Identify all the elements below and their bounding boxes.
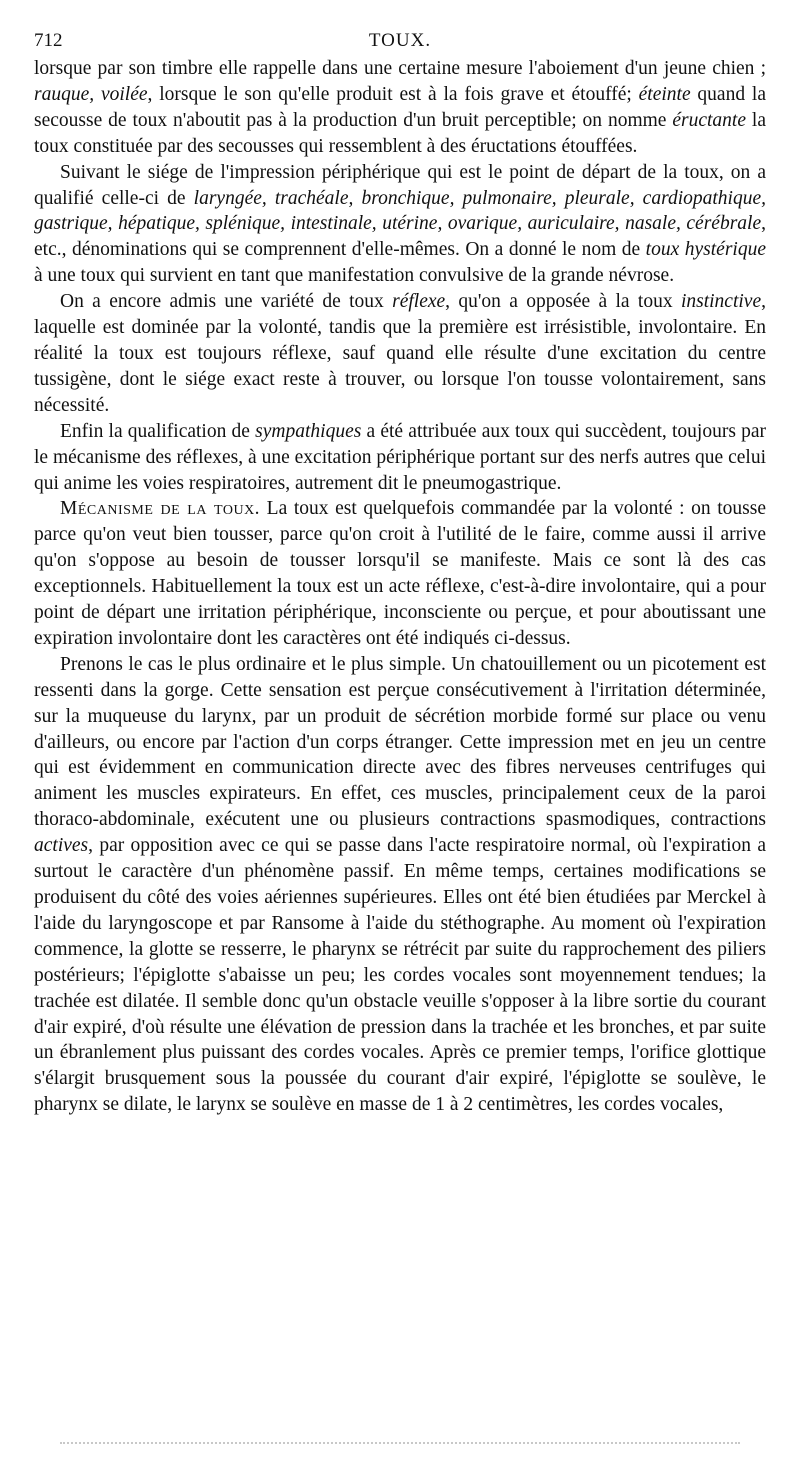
italic-term: réflexe <box>392 291 446 313</box>
italic-term: sympathiques <box>255 420 362 442</box>
paragraph-1: lorsque par son timbre elle rappelle dans une certaine mesure l'aboiement d'un jeune chien ; rauque, voilée, lorsque le son qu'elle produit est à la fois grave et étouffé; éteinte quand la secousse de toux n'aboutit pas à la production d'un bruit perceptible; on nomme éructante la toux constituée par des secousses qui ressemblent à des éructations étouffées. <box>34 58 766 157</box>
page-number: 712 <box>34 30 63 51</box>
paragraph-6: Prenons le cas le plus ordinaire et le plus simple. Un chatouillement ou un picotement est ressenti dans la gorge. Cette sensation est perçue consécutivement à l'irritation déterminée, sur la muqueuse du larynx, par un produit de sécrétion morbide formé sur place ou venu d'ailleurs, ou encore par l'action d'un corps étranger. Cette impression met en jeu un centre qui est évidemment en communication directe avec des fibres nerveuses centrifuges qui animent les muscles expirateurs. En effet, ces muscles, principalement ceux de la paroi thoraco-abdominale, exécutent une ou plusieurs contractions spasmodiques, contractions actives, par opposition avec ce qui se passe dans l'acte respiratoire normal, où l'expiration a surtout le caractère d'un phénomène passif. En même temps, certaines modifications se produisent du côté des voies aériennes supérieures. Elles ont été bien étudiées par Merckel à l'aide du laryngoscope et par Ransome à l'aide du stéthographe. Au moment où l'expiration commence, la glotte se resserre, le pharynx se rétrécit par suite du rapprochement des piliers postérieurs; l'épiglotte s'abaisse un peu; les cordes vocales sont moyennement tendues; la trachée est dilatée. Il semble donc qu'un obstacle veuille s'opposer à la libre sortie du courant d'air expiré, d'où résulte une élévation de pression dans la trachée et les bronches, et par suite un ébranlement plus puissant des cordes vocales. Après ce premier temps, l'orifice glottique s'élargit brusquement sous la poussée du courant d'air expiré, l'épiglotte se soulève, le pharynx se dilate, le larynx se soulève en masse de 1 à 2 centimètres, les cordes vocales, <box>34 653 766 1116</box>
paragraph-5: Mécanisme de la toux. La toux est quelquefois commandée par la volonté : on tousse parce qu'on veut bien tousser, parce qu'on croit à l'utilité de le faire, comme aussi il arrive qu'on s'oppose au besoin de tousser lorsqu'il se manifeste. Mais ce sont là des cas exceptionnels. Habituellement la toux est un acte réflexe, c'est-à-dire involontaire, qui a pour point de départ une irritation périphérique, inconsciente ou perçue, et pour aboutissant une expiration involontaire dont les caractères ont été indiqués ci-dessus. <box>34 498 766 649</box>
scan-artifact-dots <box>60 1442 740 1446</box>
paragraph-4: Enfin la qualification de sympathiques a été attribuée aux toux qui succèdent, toujours par le mécanisme des réflexes, à une excitation périphérique portant sur des nerfs autres que celui qui anime les voies respiratoires, autrement dit le pneumogastrique. <box>34 420 767 494</box>
section-heading: Mécanisme de la toux. <box>60 498 261 520</box>
page-header <box>34 30 766 56</box>
running-title: TOUX. <box>368 30 432 51</box>
italic-term: éructante <box>672 109 746 131</box>
italic-term: laryngée, trachéale, bronchique, pulmonaire, pleurale, cardiopathique, gastrique, hépatique, splénique, intestinale, utérine, ovarique, auriculaire, nasale, cérébrale <box>34 187 766 235</box>
paragraph-3: On a encore admis une variété de toux réflexe, qu'on a opposée à la toux instinctive, laquelle est dominée par la volonté, tandis que la première est irrésistible, involontaire. En réalité la toux est toujours réflexe, sauf quand elle résulte d'une excitation du centre tussigène, dont le siége exact reste à trouver, ou lorsque l'on tousse volontairement, sans nécessité. <box>34 291 766 416</box>
italic-term: toux hystérique <box>645 239 766 261</box>
italic-term: éteinte <box>638 83 691 105</box>
document-page <box>34 30 766 1118</box>
italic-term: actives <box>34 835 89 857</box>
italic-term: rauque, voilée <box>34 83 148 105</box>
paragraph-2: Suivant le siége de l'impression périphérique qui est le point de départ de la toux, on a qualifié celle-ci de laryngée, trachéale, bronchique, pulmonaire, pleurale, cardiopathique, gastrique, hépatique, splénique, intestinale, utérine, ovarique, auriculaire, nasale, cérébrale, etc., dénominations qui se comprennent d'elle-mêmes. On a donné le nom de toux hystérique à une toux qui survient en tant que manifestation convulsive de la grande névrose. <box>34 161 766 287</box>
italic-term: instinctive <box>680 291 762 313</box>
